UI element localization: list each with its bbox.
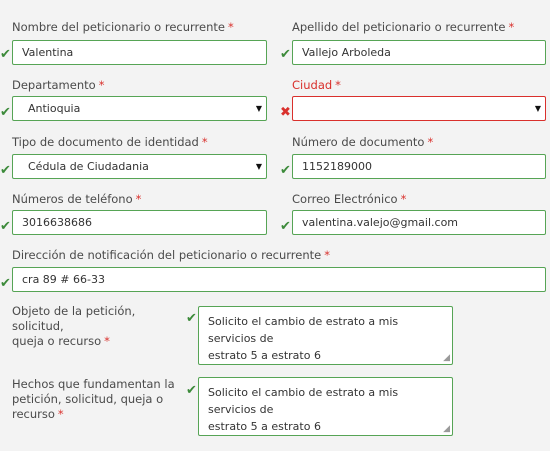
required-mark: * <box>98 78 105 92</box>
departamento-select[interactable] <box>12 96 267 121</box>
hechos-textarea[interactable] <box>198 377 453 436</box>
departamento-value: Antioquia <box>28 102 81 115</box>
check-icon: ✔ <box>186 311 197 326</box>
resize-grip-icon[interactable]: ◢ <box>443 424 450 434</box>
apellido-label-text: Apellido del peticionario o recurrente <box>292 20 506 34</box>
direccion-value: cra 89 # 66-33 <box>22 273 105 286</box>
check-icon: ✔ <box>0 47 11 62</box>
check-icon: ✔ <box>280 219 291 234</box>
required-mark: * <box>508 20 515 34</box>
check-icon: ✔ <box>280 163 291 178</box>
check-icon: ✔ <box>0 276 11 291</box>
check-icon: ✔ <box>0 219 11 234</box>
nombre-label <box>12 20 234 35</box>
required-mark: * <box>427 135 434 149</box>
correo-value: valentina.valejo@gmail.com <box>302 216 459 229</box>
direccion-label <box>12 248 330 263</box>
hechos-label-line-text: recurso <box>12 407 55 421</box>
hechos-text-line: Solicito el cambio de estrato a mis servicios de <box>208 386 399 416</box>
correo-field[interactable] <box>292 210 546 235</box>
caret-down-icon: ▼ <box>255 162 262 171</box>
required-mark: * <box>104 334 110 348</box>
hechos-label-line: Hechos que fundamentan la <box>12 377 175 391</box>
numero-documento-value: 1152189000 <box>302 160 372 173</box>
required-mark: * <box>400 192 407 206</box>
telefono-value: 3016638686 <box>22 216 92 229</box>
correo-label <box>292 192 406 207</box>
telefono-field[interactable] <box>12 210 267 235</box>
required-mark: * <box>227 20 234 34</box>
caret-down-icon: ▼ <box>255 104 262 113</box>
check-icon: ✔ <box>280 47 291 62</box>
telefono-label <box>12 192 141 207</box>
direccion-field[interactable] <box>12 267 546 292</box>
telefono-label-text: Números de teléfono <box>12 192 133 206</box>
objeto-label <box>12 304 182 349</box>
tipo-documento-label-text: Tipo de documento de identidad <box>12 135 199 149</box>
hechos-label-line <box>12 407 182 422</box>
numero-documento-label-text: Número de documento <box>292 135 425 149</box>
required-mark: * <box>201 135 208 149</box>
direccion-label-text: Dirección de notificación del peticionario o recurrente <box>12 248 322 262</box>
numero-documento-label <box>292 135 433 150</box>
required-mark: * <box>135 192 142 206</box>
tipo-documento-select[interactable] <box>12 154 267 179</box>
objeto-text-line: estrato 5 a estrato 6 <box>208 349 321 362</box>
apellido-value: Vallejo Arboleda <box>302 46 391 59</box>
hechos-label-line: petición, solicitud, queja o <box>12 392 164 406</box>
objeto-label-line: Objeto de la petición, solicitud, <box>12 304 136 333</box>
required-mark: * <box>324 248 330 262</box>
check-icon: ✔ <box>186 383 197 398</box>
x-icon: ✖ <box>280 105 291 120</box>
resize-grip-icon[interactable]: ◢ <box>443 353 450 363</box>
tipo-documento-label <box>12 135 208 150</box>
numero-documento-field[interactable] <box>292 154 546 179</box>
nombre-value: Valentina <box>22 46 74 59</box>
required-mark: * <box>335 78 341 92</box>
apellido-label <box>292 20 514 35</box>
apellido-field[interactable] <box>292 40 546 65</box>
correo-label-text: Correo Electrónico <box>292 192 398 206</box>
tipo-documento-value: Cédula de Ciudadania <box>28 160 149 173</box>
nombre-label-text: Nombre del peticionario o recurrente <box>12 20 225 34</box>
objeto-label-line <box>12 334 182 349</box>
departamento-label <box>12 78 104 93</box>
check-icon: ✔ <box>0 105 11 120</box>
hechos-label <box>12 377 182 422</box>
check-icon: ✔ <box>0 163 11 178</box>
ciudad-label <box>292 78 341 93</box>
ciudad-select[interactable] <box>292 96 546 121</box>
required-mark: * <box>57 407 64 421</box>
departamento-label-text: Departamento <box>12 78 96 92</box>
ciudad-label-text: Ciudad <box>292 78 333 92</box>
hechos-text-line: estrato 5 a estrato 6 <box>208 420 321 433</box>
nombre-field[interactable] <box>12 40 267 65</box>
caret-down-icon: ▼ <box>534 104 541 113</box>
objeto-textarea[interactable] <box>198 306 453 365</box>
objeto-label-line-text: queja o recurso <box>12 334 102 348</box>
objeto-text-line: Solicito el cambio de estrato a mis servicios de <box>208 315 399 345</box>
